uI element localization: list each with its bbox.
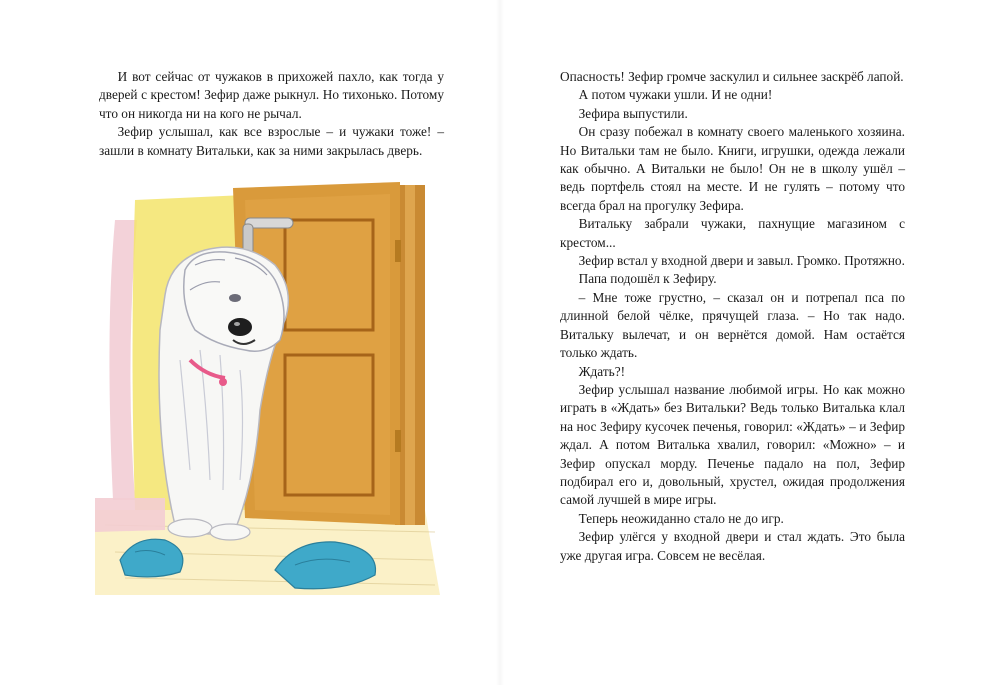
paragraph: Витальку забрали чужаки, пахнущие магазином с крестом... bbox=[560, 216, 905, 250]
baseboard bbox=[95, 498, 165, 532]
right-page-text bbox=[560, 68, 905, 565]
paragraph: Теперь неожиданно стало не до игр. bbox=[578, 510, 784, 526]
paragraph: А потом чужаки ушли. И не одни! bbox=[578, 87, 773, 103]
right-page bbox=[500, 0, 1000, 685]
paragraph: И вот сейчас от чужаков в прихожей пахло, как тогда у дверей с крестом! Зефир даже рыкнул. Но тихонько. Потому что он никогда ни на кого не рычал. bbox=[99, 69, 444, 121]
paragraph: – Мне тоже грустно, – сказал он и потрепал пса по длинной белой чёлке, прячущей глаза. – Но так надо. Витальку вылечат, и он вернётся домой. Нам остаётся только ждать. bbox=[560, 289, 905, 361]
paragraph: Опасность! Зефир громче заскулил и сильнее заскрёб лапой. bbox=[560, 69, 904, 84]
paragraph: Зефир услышал, как все взрослые – и чужаки тоже! – зашли в комнату Витальки, как за ними закрылась дверь. bbox=[99, 124, 444, 158]
paragraph: Папа подошёл к Зефиру. bbox=[578, 271, 717, 287]
paragraph: Он сразу побежал в комнату своего маленького хозяина. Но Витальки там не было. Книги, игрушки, одежда лежали как обычно. А Витальки не было! Он не в школу ушёл – ведь портфель стоял на месте. И не гулять – потому что всегда брал на прогулку Зефира. bbox=[560, 124, 905, 213]
paragraph: Ждать?! bbox=[578, 363, 626, 379]
dog-nose bbox=[228, 318, 252, 336]
paragraph: Зефир встал у входной двери и завыл. Громко. Протяжно. bbox=[578, 253, 905, 269]
left-page-text bbox=[99, 68, 444, 160]
paragraph: Зефир услышал название любимой игры. Но как можно играть в «Ждать» без Витальки? Ведь только Виталька клал на нос Зефиру кусочек печенья, говорил: «Ждать» – и Зефир ждал. А потом Виталька хвалил, говорил: «Можно» – и Зефир опускал морду. Печенье падало на пол, Зефир подбирал его и, довольный, хрустел, ожидая продолжения самой лучшей в мире игры. bbox=[560, 381, 905, 508]
paragraph: Зефир улёгся у входной двери и стал ждать. Это была уже другая игра. Совсем не весёлая. bbox=[560, 529, 905, 563]
paragraph: Зефира выпустили. bbox=[578, 105, 688, 121]
dog-by-door-illustration bbox=[95, 180, 445, 595]
